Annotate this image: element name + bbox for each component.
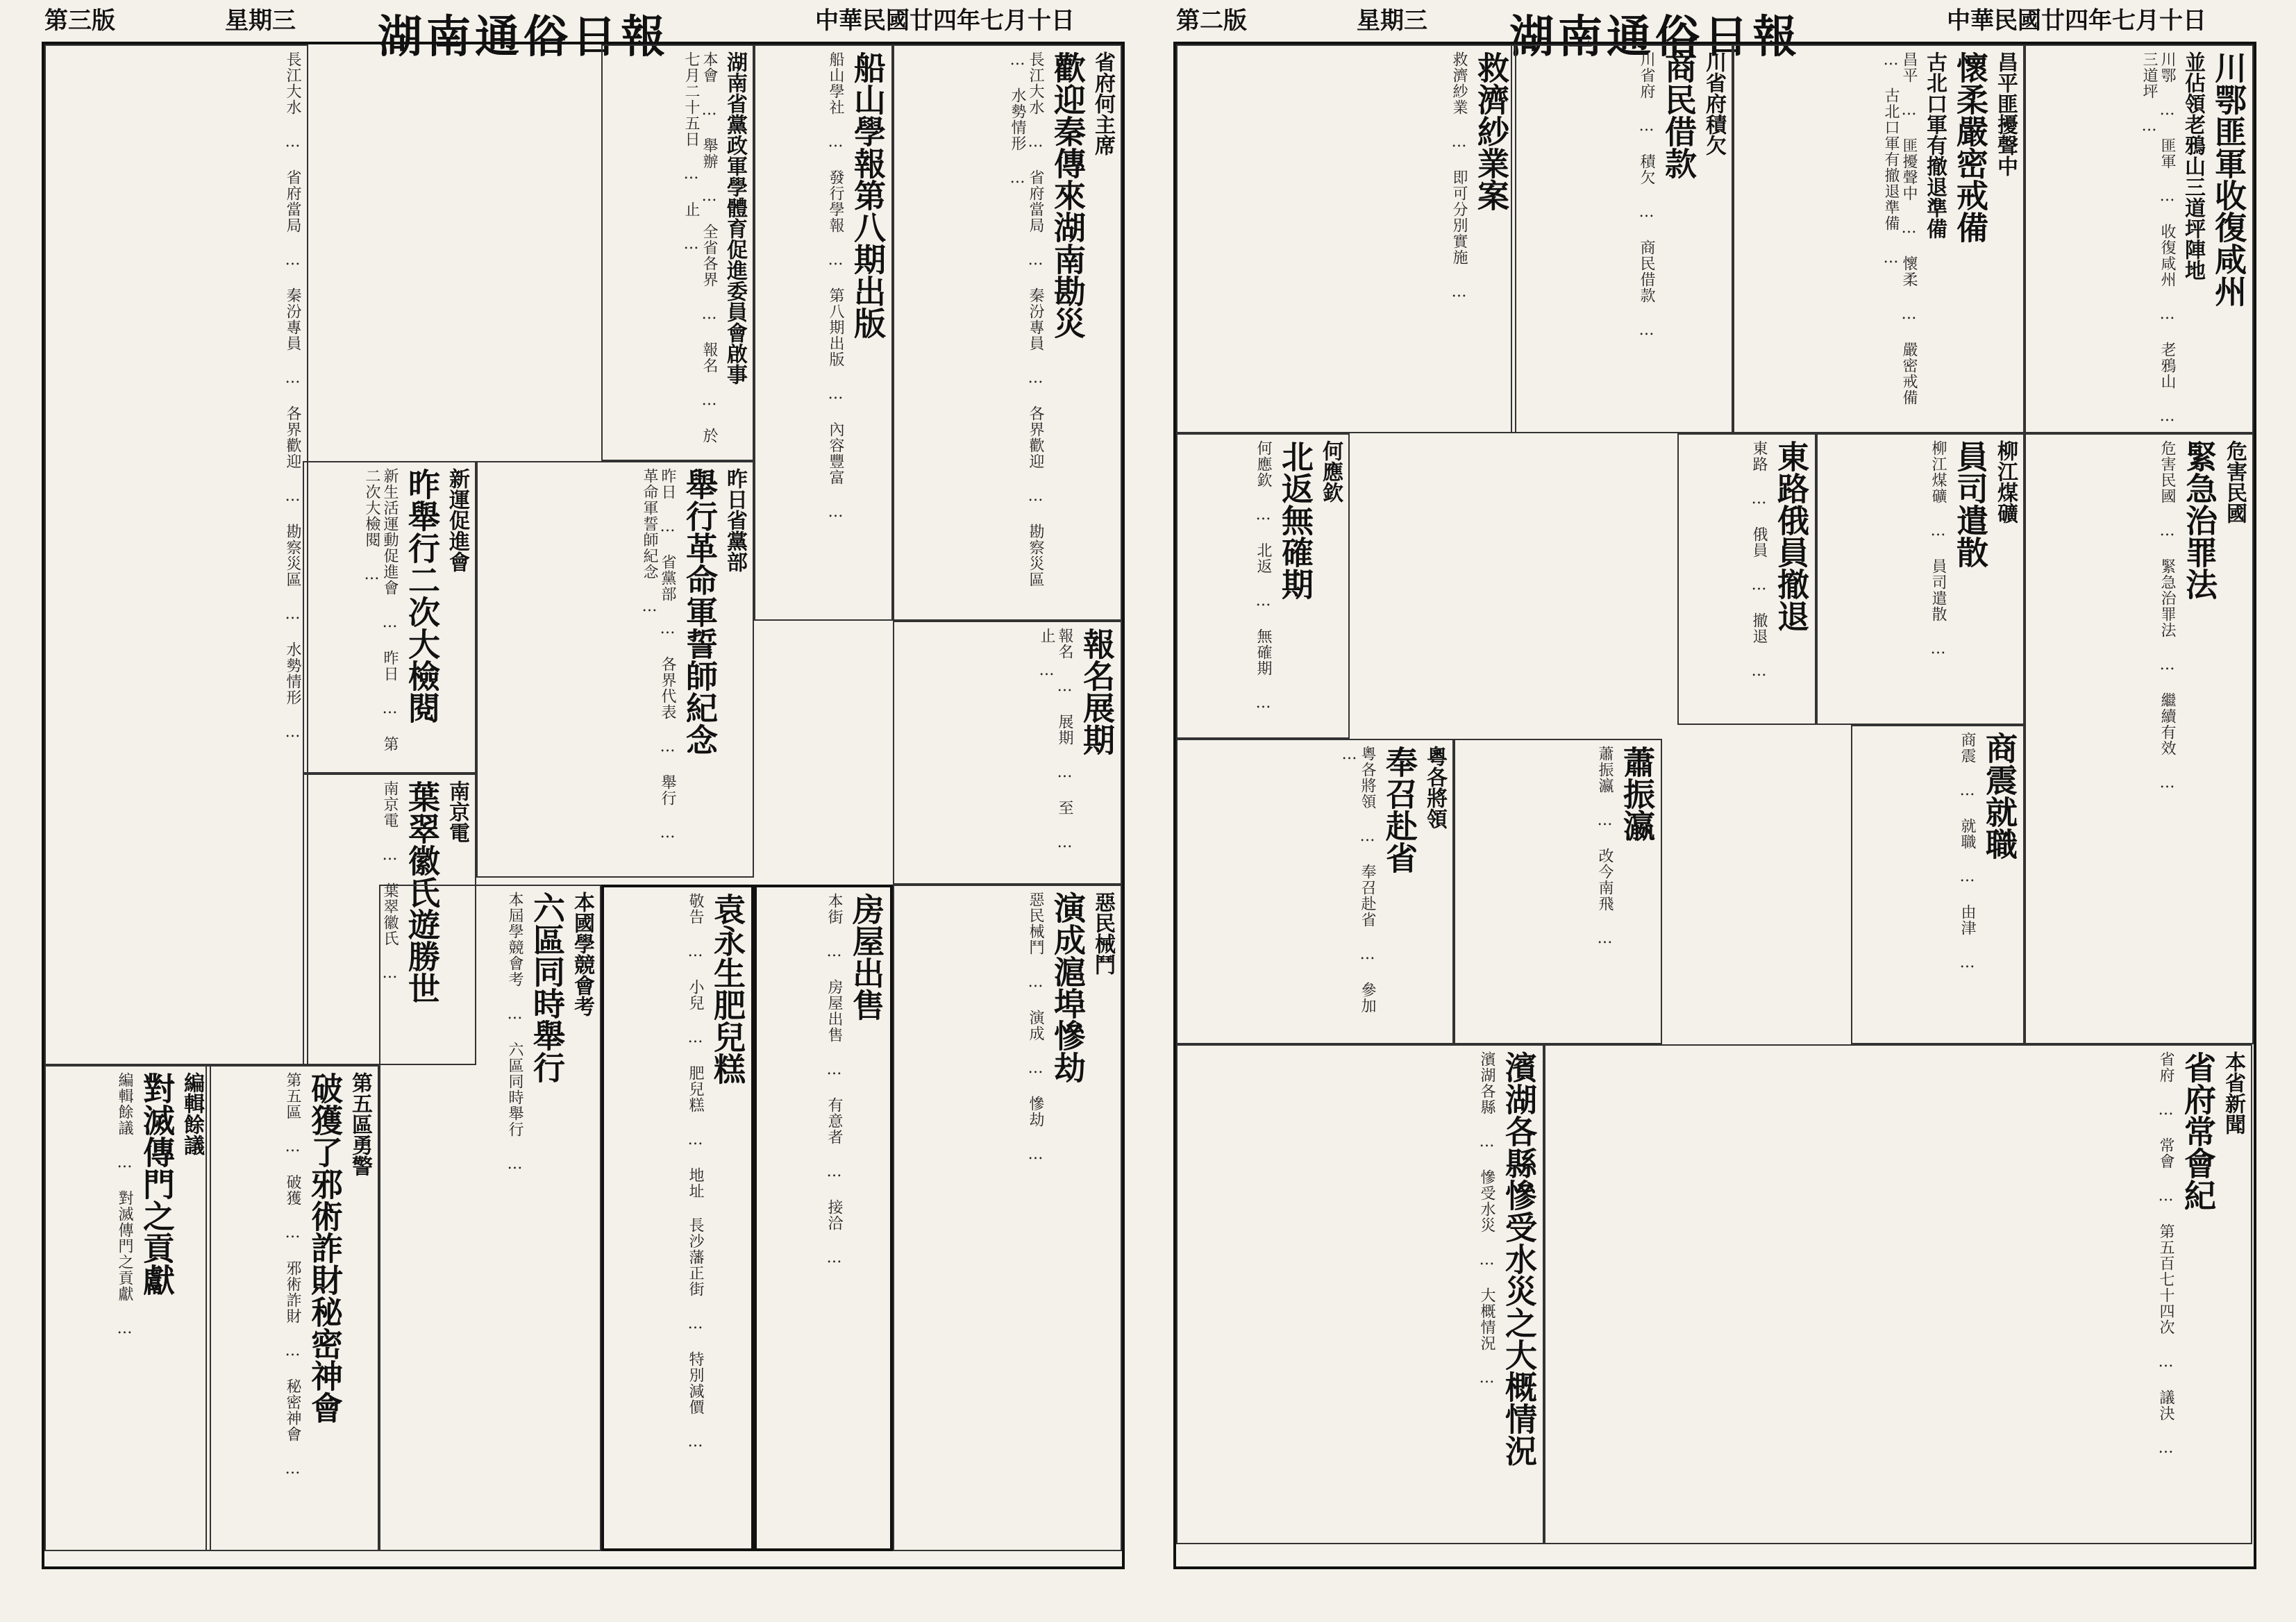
article-body: 柳江煤礦 … 員司遣散 … (1929, 440, 1947, 658)
article-donglu (1677, 433, 1816, 725)
article-subhead: 何應欽 (1318, 440, 1343, 503)
article-subhead: 柳江煤礦 (1993, 440, 2018, 524)
ad-headline: 房屋出售 (848, 893, 885, 1021)
article-headline: 濱湖各縣慘受水災之大概情況 (1500, 1051, 1538, 1466)
article-headline: 緊急治罪法 (2181, 440, 2218, 600)
article-body: 省府 … 常會 … 第五百七十四次 … 議決 … (2157, 1051, 2175, 1457)
article-body: 報名 … 展期 … 至 … 止 … (1038, 628, 1073, 852)
article-headline: 對滅傳門之貢獻 (138, 1072, 176, 1296)
article-subhead: 新運促進會 (445, 468, 469, 572)
article-body: 本會 … 舉辦 … 全省各界 … 報名 … 於七月二十五日 … 止 … (682, 51, 718, 444)
article-kaoshi (379, 885, 601, 1551)
article-subhead: 並佔領老鴉山三道坪陣地 (2181, 51, 2205, 281)
article-headline: 省府常會紀 (2179, 1051, 2217, 1211)
article-body: 新生活運動促進會 … 昨日 … 第二次大檢閱 … (363, 468, 399, 752)
article-headline: 葉翠徽氏遊勝世 (403, 780, 441, 1004)
left-masthead-title: 湖南通俗日報 (378, 11, 669, 63)
article-body: 南京電 … 葉翠徽氏 … (381, 780, 399, 983)
left-section-label: 第三版 (44, 7, 115, 35)
article-yue-jiangling (1176, 739, 1454, 1044)
article-zhizui (2025, 433, 2254, 1044)
article-body: 蕭振瀛 … 改今南飛 … (1596, 746, 1614, 948)
right-section-label: 第二版 (1176, 7, 1247, 35)
article-left-misc (44, 44, 308, 1065)
article-chuanshan (754, 44, 893, 621)
article-baoming (893, 621, 1122, 885)
article-subhead: 昨日省黨部 (723, 468, 747, 572)
article-headline: 船山學報第八期出版 (849, 51, 887, 339)
article-xiedou (893, 885, 1122, 1551)
article-body: 粵各將領 … 奉召赴省 … 參加 … (1341, 746, 1376, 1014)
article-jiekuan (1511, 44, 1733, 433)
article-headline: 商震就職 (1981, 732, 2018, 860)
article-changhui (1544, 1044, 2252, 1544)
article-subhead: 昌平匪擾聲中 (1993, 51, 2018, 176)
article-jianyue (303, 461, 476, 774)
article-headline: 東路俄員撤退 (1773, 440, 1810, 632)
article-headline: 演成滬埠慘劫 (1049, 892, 1087, 1083)
article-headline: 奉召赴省 (1381, 746, 1418, 873)
article-subhead: 第五區勇警 (348, 1072, 372, 1176)
right-newspaper-page (1173, 7, 2256, 1569)
ad-yuan-feier (601, 885, 754, 1551)
article-yuyi (44, 1065, 211, 1551)
article-headline: 湖南省黨政軍學體育促進委員會啟事 (723, 51, 747, 385)
left-weekday: 星期三 (225, 7, 296, 35)
ad-body: 本街 … 房屋出售 … 有意者 … 接洽 … (826, 893, 843, 1267)
article-subhead: 省府何主席 (1091, 51, 1115, 156)
article-headline: 川鄂匪軍收復咸州 (2210, 51, 2247, 307)
article-subhead: 本國學競會考 (570, 892, 594, 1017)
article-liujiang (1816, 433, 2025, 725)
article-body: 東路 … 俄員 … 撤退 … (1750, 440, 1768, 680)
article-headline: 懷柔嚴密戒備 (1952, 51, 1989, 243)
left-masthead-date: 中華民國廿四年七月十日 (815, 7, 1075, 35)
article-huairou (1733, 44, 2025, 433)
article-headline: 歡迎秦傳來湖南勘災 (1049, 51, 1087, 339)
article-heyingqin (1176, 433, 1350, 739)
right-masthead-date: 中華民國廿四年七月十日 (1947, 7, 2206, 35)
article-headline: 六區同時舉行 (528, 892, 566, 1083)
article-subhead: 危害民國 (2222, 440, 2247, 524)
article-headline: 員司遣散 (1952, 440, 1989, 568)
article-body: 第五區 … 破獲 … 邪術詐財 … 秘密神會 … (284, 1072, 301, 1478)
article-headline: 商民借款 (1660, 51, 1698, 179)
article-body: 船山學社 … 發行學報 … 第八期出版 … 內容豐富 … (827, 51, 844, 521)
ad-headline: 袁永生肥兒糕 (709, 893, 746, 1085)
article-body: 昨日 … 省黨部 … 各界代表 … 舉行 … 革命軍誓師紀念 … (641, 468, 676, 842)
ad-fangwu (754, 885, 893, 1551)
article-body: 濱湖各縣 … 慘受水災 … 大概情況 … (1478, 1051, 1495, 1387)
article-xiaozhenying (1454, 739, 1662, 1044)
ad-body: 敬告 … 小兒 … 肥兒糕 … 地址 長沙藩正街 … 特別減價 … (687, 893, 704, 1451)
article-body: 長江大水 … 省府當局 … 秦汾專員 … 各界歡迎 … 勘察災區 … 水勢情形 … (284, 51, 301, 742)
article-headline: 蕭振瀛 (1618, 746, 1656, 842)
article-body: 編輯餘議 … 對滅傳門之貢獻 … (116, 1072, 133, 1338)
article-subhead: 粵各將領 (1423, 746, 1447, 829)
article-tiyu-notice (601, 44, 754, 461)
article-shaye (1176, 44, 1516, 433)
article-headline: 破獲了邪術詐財秘密神會 (306, 1072, 344, 1423)
left-newspaper-page (42, 7, 1125, 1569)
right-weekday: 星期三 (1357, 7, 1427, 35)
article-huanying (893, 44, 1122, 621)
article-body: 昌平 … 匪擾聲中 … 懷柔 … 嚴密戒備 … 古北口軍有撤退準備 … (1882, 51, 1918, 406)
article-shenhui (206, 1065, 379, 1551)
article-headline: 舉行革命軍誓師紀念 (681, 468, 719, 755)
article-headline: 昨舉行二次大檢閱 (403, 468, 441, 724)
article-body: 商震 … 就職 … 由津 … (1959, 732, 1976, 972)
article-headline: 報名展期 (1078, 628, 1116, 755)
article-body: 救濟紗業 … 即可分別實施 … (1450, 51, 1468, 301)
article-body: 危害民國 … 緊急治罪法 … 繼續有效 … (2159, 440, 2176, 792)
article-body: 長江大水 … 省府當局 … 秦汾專員 … 各界歡迎 … 勘察災區 … 水勢情形 … (1009, 51, 1044, 587)
article-body: 惡民械鬥 … 演成 … 慘劫 … (1027, 892, 1044, 1164)
article-subhead: 南京電 (445, 780, 469, 843)
article-headline: 救濟紗業案 (1473, 51, 1510, 211)
article-subhead: 編輯餘議 (180, 1072, 204, 1155)
article-body: 川省府 … 積欠 … 商民借款 … (1638, 51, 1655, 340)
article-headline: 北返無確期 (1277, 440, 1314, 600)
article-binhu (1176, 1044, 1544, 1544)
article-subhead: 惡民械鬥 (1091, 892, 1115, 975)
article-shangzhen (1851, 725, 2025, 1044)
article-xianzhou (2025, 44, 2254, 433)
article-subhead: 本省新聞 (2221, 1051, 2245, 1135)
article-body: 川鄂 … 匪軍 … 收復咸州 … 老鴉山 … 三道坪 … (2140, 51, 2176, 426)
article-body: 本屆學競會考 … 六區同時舉行 … (506, 892, 523, 1173)
right-masthead-title: 湖南通俗日報 (1509, 11, 1801, 63)
article-body: 何應欽 … 北返 … 無確期 … (1255, 440, 1272, 712)
article-subhead-2: 古北口軍有撤退準備 (1922, 51, 1947, 239)
article-subhead: 川省府積欠 (1702, 51, 1726, 156)
article-shishi (476, 461, 754, 878)
